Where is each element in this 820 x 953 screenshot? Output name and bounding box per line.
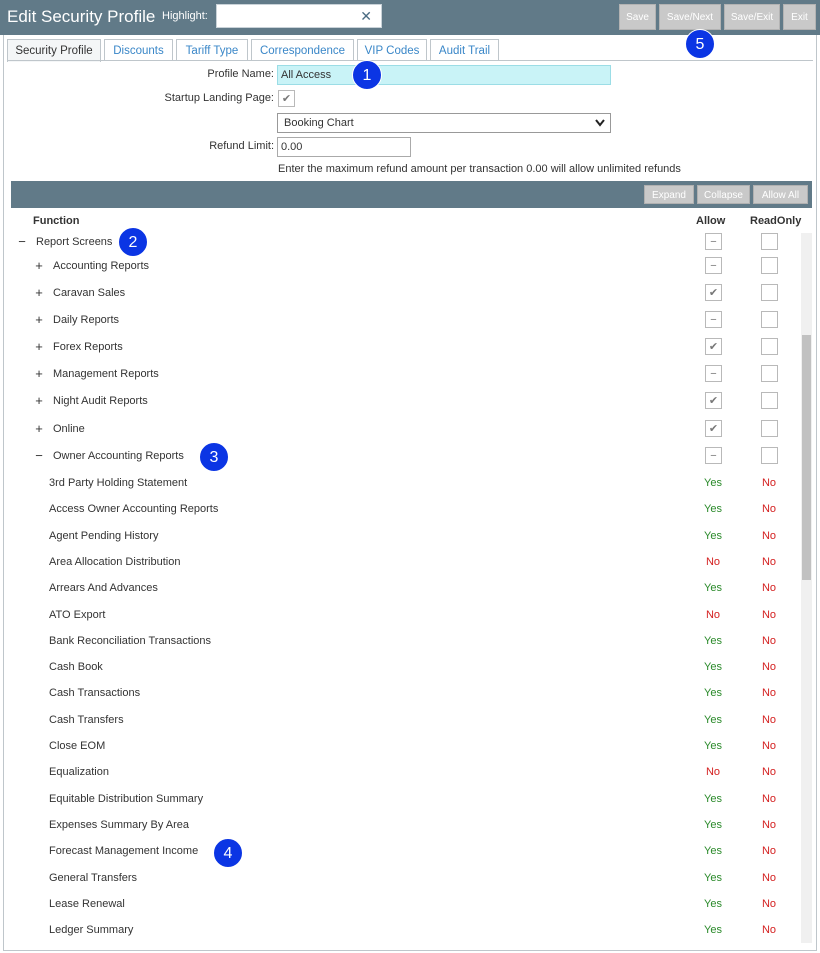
allow-value[interactable]: Yes <box>704 530 722 542</box>
collapse-icon[interactable]: − <box>18 234 26 249</box>
allow-all-button[interactable]: Allow All <box>753 185 808 204</box>
allow-checkbox[interactable]: − <box>705 257 722 274</box>
list-item: General Transfers <box>49 872 138 884</box>
allow-value[interactable]: Yes <box>704 635 722 647</box>
list-item: 3rd Party Holding Statement <box>49 477 188 489</box>
list-item: Bank Reconciliation Transactions <box>49 635 212 647</box>
group-allow-checkbox[interactable]: − <box>705 233 722 250</box>
refund-limit-input[interactable]: 0.00 <box>277 137 411 157</box>
list-item: Expenses Summary By Area <box>49 819 190 831</box>
allow-value[interactable]: Yes <box>704 740 722 752</box>
group-readonly-checkbox[interactable] <box>761 233 778 250</box>
readonly-checkbox[interactable] <box>761 420 778 437</box>
allow-value[interactable]: Yes <box>704 898 722 910</box>
allow-value[interactable]: No <box>705 766 721 778</box>
allow-value[interactable]: No <box>705 609 721 621</box>
expand-icon[interactable]: + <box>35 312 43 327</box>
allow-checkbox[interactable]: ✔ <box>705 392 722 409</box>
chevron-down-icon <box>595 114 605 138</box>
startup-landing-checkbox[interactable]: ✔ <box>278 90 295 107</box>
landing-page-select[interactable] <box>277 113 611 133</box>
readonly-value[interactable]: No <box>761 819 777 831</box>
collapse-icon[interactable]: − <box>35 448 43 463</box>
tab-vip-codes[interactable]: VIP Codes <box>357 39 427 61</box>
allow-value[interactable]: Yes <box>704 661 722 673</box>
refund-hint: Enter the maximum refund amount per transaction 0.00 will allow unlimited refunds <box>278 163 681 175</box>
readonly-value[interactable]: No <box>761 503 777 515</box>
allow-value[interactable]: Yes <box>704 687 722 699</box>
allow-checkbox[interactable]: − <box>705 447 722 464</box>
allow-value[interactable]: Yes <box>704 845 722 857</box>
category-label: Management Reports <box>53 368 159 380</box>
landing-page-value: Booking Chart <box>284 117 354 129</box>
category-label: Online <box>53 423 85 435</box>
save-exit-button[interactable]: Save/Exit <box>724 4 780 30</box>
readonly-checkbox[interactable] <box>761 365 778 382</box>
page-title: Edit Security Profile <box>7 7 156 26</box>
list-item: Cash Book <box>49 661 103 673</box>
category-label: Forex Reports <box>53 341 123 353</box>
allow-value[interactable]: Yes <box>704 477 722 489</box>
tab-security-profile[interactable]: Security Profile <box>7 39 101 62</box>
readonly-checkbox[interactable] <box>761 311 778 328</box>
readonly-value[interactable]: No <box>761 556 777 568</box>
expand-icon[interactable]: + <box>35 285 43 300</box>
list-item: Lease Renewal <box>49 898 125 910</box>
readonly-value[interactable]: No <box>761 766 777 778</box>
scrollbar-thumb[interactable] <box>802 335 811 580</box>
allow-checkbox[interactable]: − <box>705 365 722 382</box>
allow-value[interactable]: Yes <box>704 924 722 936</box>
expand-icon[interactable]: + <box>35 393 43 408</box>
list-item: Access Owner Accounting Reports <box>49 503 219 515</box>
column-allow: Allow <box>696 215 726 227</box>
list-item: Forecast Management Income <box>49 845 199 857</box>
list-item: ATO Export <box>49 609 106 621</box>
readonly-value[interactable]: No <box>761 740 777 752</box>
allow-value[interactable]: Yes <box>704 714 722 726</box>
category-label: Daily Reports <box>53 314 120 326</box>
annotation-badge-4: 4 <box>213 838 243 868</box>
allow-value[interactable]: Yes <box>704 582 722 594</box>
allow-value[interactable]: Yes <box>704 819 722 831</box>
expand-icon[interactable]: + <box>35 366 43 381</box>
readonly-value[interactable]: No <box>761 635 777 647</box>
column-function: Function <box>33 215 80 227</box>
readonly-value[interactable]: No <box>761 924 777 936</box>
readonly-value[interactable]: No <box>761 661 777 673</box>
tab-audit-trail[interactable]: Audit Trail <box>430 39 499 61</box>
readonly-value[interactable]: No <box>761 872 777 884</box>
allow-checkbox[interactable]: ✔ <box>705 420 722 437</box>
list-item: Cash Transactions <box>49 687 141 699</box>
annotation-badge-1: 1 <box>352 60 382 90</box>
refund-limit-label: Refund Limit: <box>209 140 274 152</box>
expand-button[interactable]: Expand <box>644 185 694 204</box>
readonly-checkbox[interactable] <box>761 392 778 409</box>
tab-tariff-type[interactable]: Tariff Type <box>176 39 248 61</box>
readonly-checkbox[interactable] <box>761 284 778 301</box>
tab-correspondence[interactable]: Correspondence <box>251 39 354 61</box>
clear-icon[interactable]: ✕ <box>360 8 372 24</box>
annotation-badge-5: 5 <box>685 29 715 59</box>
profile-name-label: Profile Name: <box>207 68 274 80</box>
allow-value[interactable]: Yes <box>704 503 722 515</box>
allow-value[interactable]: No <box>705 556 721 568</box>
column-readonly: ReadOnly <box>750 215 802 227</box>
readonly-value[interactable]: No <box>761 477 777 489</box>
startup-landing-label: Startup Landing Page: <box>164 92 274 104</box>
readonly-value[interactable]: No <box>761 898 777 910</box>
readonly-value[interactable]: No <box>761 845 777 857</box>
list-item: Equalization <box>49 766 109 778</box>
exit-button[interactable]: Exit <box>783 4 816 30</box>
readonly-value[interactable]: No <box>761 609 777 621</box>
category-label: Caravan Sales <box>53 287 126 299</box>
category-label: Accounting Reports <box>53 260 149 272</box>
list-item: Ledger Summary <box>49 924 134 936</box>
tab-divider <box>7 60 813 61</box>
expand-icon[interactable]: + <box>35 258 43 273</box>
readonly-checkbox[interactable] <box>761 338 778 355</box>
list-item: Equitable Distribution Summary <box>49 793 204 805</box>
highlight-label: Highlight: <box>162 10 208 22</box>
allow-checkbox[interactable]: ✔ <box>705 284 722 301</box>
category-label: Night Audit Reports <box>53 395 148 407</box>
allow-checkbox[interactable]: ✔ <box>705 338 722 355</box>
list-item: Agent Pending History <box>49 530 159 542</box>
category-label: Owner Accounting Reports <box>53 450 184 462</box>
expand-icon[interactable]: + <box>35 339 43 354</box>
save-button[interactable]: Save <box>619 4 656 30</box>
list-item: Cash Transfers <box>49 714 124 726</box>
list-item: Area Allocation Distribution <box>49 556 181 568</box>
save-next-button[interactable]: Save/Next <box>659 4 721 30</box>
allow-value[interactable]: Yes <box>704 793 722 805</box>
allow-value[interactable]: Yes <box>704 872 722 884</box>
annotation-badge-3: 3 <box>199 442 229 472</box>
grid-toolbar <box>11 181 812 208</box>
readonly-value[interactable]: No <box>761 530 777 542</box>
collapse-button[interactable]: Collapse <box>697 185 750 204</box>
readonly-value[interactable]: No <box>761 714 777 726</box>
highlight-input[interactable] <box>216 4 382 28</box>
readonly-value[interactable]: No <box>761 793 777 805</box>
readonly-checkbox[interactable] <box>761 447 778 464</box>
expand-icon[interactable]: + <box>35 421 43 436</box>
list-item: Close EOM <box>49 740 106 752</box>
profile-name-input[interactable]: All Access <box>277 65 611 85</box>
tab-discounts[interactable]: Discounts <box>104 39 173 61</box>
readonly-checkbox[interactable] <box>761 257 778 274</box>
annotation-badge-2: 2 <box>118 227 148 257</box>
allow-checkbox[interactable]: − <box>705 311 722 328</box>
group-report-screens: Report Screens <box>36 236 113 248</box>
readonly-value[interactable]: No <box>761 582 777 594</box>
list-item: Arrears And Advances <box>49 582 158 594</box>
readonly-value[interactable]: No <box>761 687 777 699</box>
